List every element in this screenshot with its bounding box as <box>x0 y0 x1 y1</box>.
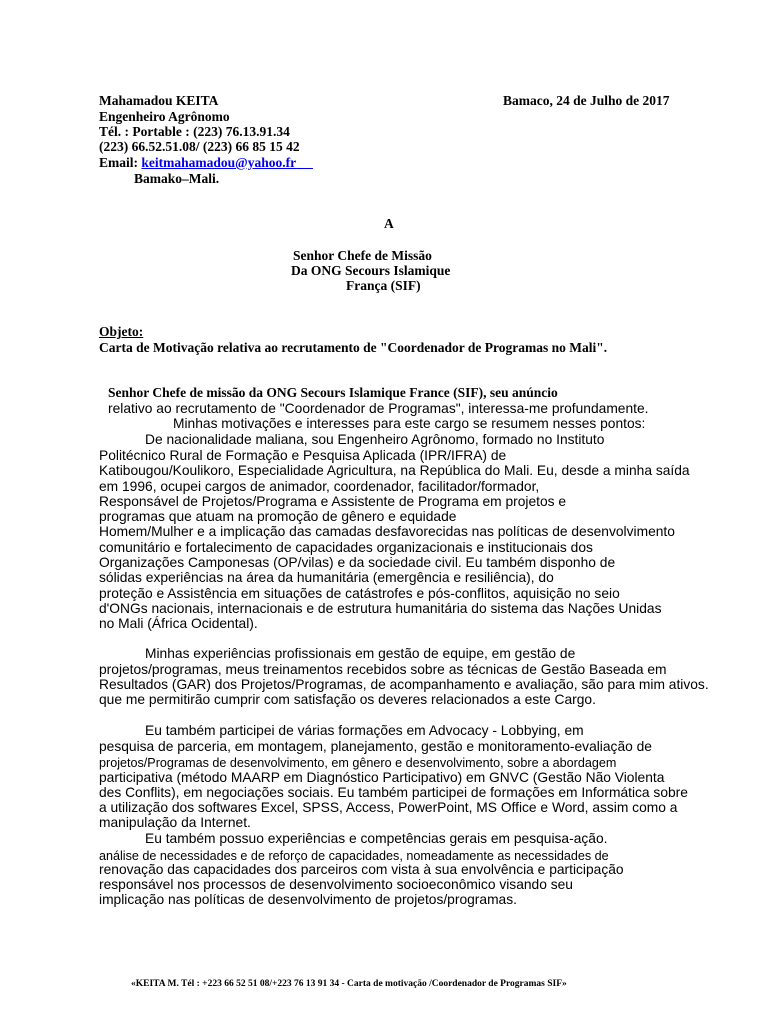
body-line: implicação nas políticas de desenvolvimento de projetos/programas. <box>99 892 517 907</box>
body-line: Organizações Camponesas (OP/vilas) e da sociedade civil. Eu também disponho de <box>99 555 616 570</box>
recipient-to: A <box>384 216 394 231</box>
body-line: no Mali (África Ocidental). <box>99 616 258 631</box>
page-footer: «KEITA M. Tél : +223 66 52 51 08/+223 76 13 91 34 - Carta de motivação /Coordenador de Programas SIF» <box>131 979 567 989</box>
body-line: Katibougou/Koulikoro, Especialidade Agricultura, na República do Mali. Eu, desde a minha saída <box>99 463 690 478</box>
subject-label: Objeto: <box>99 324 144 339</box>
email-link[interactable]: keitmahamadou@yahoo.fr <box>141 155 297 170</box>
recipient-line-3: França (SIF) <box>346 278 421 293</box>
email-underline-trail <box>296 155 313 170</box>
body-line: manipulação da Internet. <box>99 815 251 830</box>
body-line: renovação das capacidades dos parceiros com vista à sua envolvência e participação <box>99 862 624 877</box>
sender-title: Engenheiro Agrônomo <box>99 109 230 124</box>
body-line: Homem/Mulher e a implicação das camadas desfavorecidas nas políticas de desenvolvimento <box>99 524 675 539</box>
sender-name: Mahamadou KEITA <box>99 93 219 108</box>
salutation: Senhor Chefe de missão da ONG Secours Islamique France (SIF), seu anúncio <box>108 385 558 400</box>
recipient-line-1: Senhor Chefe de Missão <box>293 248 432 263</box>
letter-date: Bamaco, 24 de Julho de 2017 <box>503 93 670 108</box>
recipient-line-2: Da ONG Secours Islamique <box>291 263 451 278</box>
body-line: projetos/Programas de desenvolvimento, em gênero e desenvolvimento, sobre a abordagem <box>99 756 617 770</box>
body-line: responsável nos processos de desenvolvimento socioeconômico visando seu <box>99 877 573 892</box>
body-line: Minhas motivações e interesses para este cargo se resumem nesses pontos: <box>173 416 646 431</box>
body-line: Eu também possuo experiências e competências gerais em pesquisa-ação. <box>145 831 608 846</box>
body-line: em 1996, ocupei cargos de animador, coordenador, facilitador/formador, <box>99 479 540 494</box>
subject-text: Carta de Motivação relativa ao recrutamento de "Coordenador de Programas no Mali". <box>99 340 608 355</box>
email-label: Email: <box>99 155 138 170</box>
body-line: pesquisa de parceria, em montagem, planejamento, gestão e monitoramento-evaliação de <box>99 739 652 754</box>
body-line: Eu também participei de várias formações em Advocacy - Lobbying, em <box>145 723 584 738</box>
sender-email-line <box>99 155 313 171</box>
body-line: De nacionalidade maliana, sou Engenheiro Agrônomo, formado no Instituto <box>145 432 605 447</box>
body-line: participativa (método MAARP em Diagnóstico Participativo) em GNVC (Gestão Não Violenta <box>99 770 665 785</box>
body-line: proteção e Assistência em situações de catástrofes e pós-conflitos, aquisição no seio <box>99 586 620 601</box>
sender-location: Bamako–Mali. <box>134 171 220 186</box>
body-line: d'ONGs nacionais, internacionais e de estrutura humanitária do sistema das Nações Unidas <box>99 601 662 616</box>
body-line: projetos/programas, meus treinamentos recebidos sobre as técnicas de Gestão Baseada em <box>99 662 667 677</box>
body-line: sólidas experiências na área da humanitária (emergência e resiliência), do <box>99 570 554 585</box>
body-line: comunitário e fortalecimento de capacidades organizacionais e institucionais dos <box>99 540 593 555</box>
body-line: que me permitirão cumprir com satisfação os deveres relacionados a este Cargo. <box>99 692 596 707</box>
body-line: a utilização dos softwares Excel, SPSS, Access, PowerPoint, MS Office e Word, assim como a <box>99 800 678 815</box>
body-line: relativo ao recrutamento de "Coordenador de Programas", interessa-me profundamente. <box>108 401 649 416</box>
body-line: des Conflits), em negociações sociais. Eu também participei de formações em Informática sobre <box>99 785 688 800</box>
body-line: Politécnico Rural de Formação e Pesquisa Aplicada (IPR/IFRA) de <box>99 448 507 463</box>
body-line: programas que atuam na promoção de gênero e equidade <box>99 509 457 524</box>
body-line: Minhas experiências profissionais em gestão de equipe, em gestão de <box>145 646 576 661</box>
sender-phone-1: Tél. : Portable : (223) 76.13.91.34 <box>99 124 290 139</box>
body-line: Responsável de Projetos/Programa e Assistente de Programa em projetos e <box>99 494 567 509</box>
body-line: Resultados (GAR) dos Projetos/Programas, de acompanhamento e avaliação, são para mim ativos. <box>99 677 709 692</box>
body-line: análise de necessidades e de reforço de capacidades, nomeadamente as necessidades de <box>99 849 609 863</box>
sender-phone-2: (223) 66.52.51.08/ (223) 66 85 15 42 <box>99 139 300 154</box>
